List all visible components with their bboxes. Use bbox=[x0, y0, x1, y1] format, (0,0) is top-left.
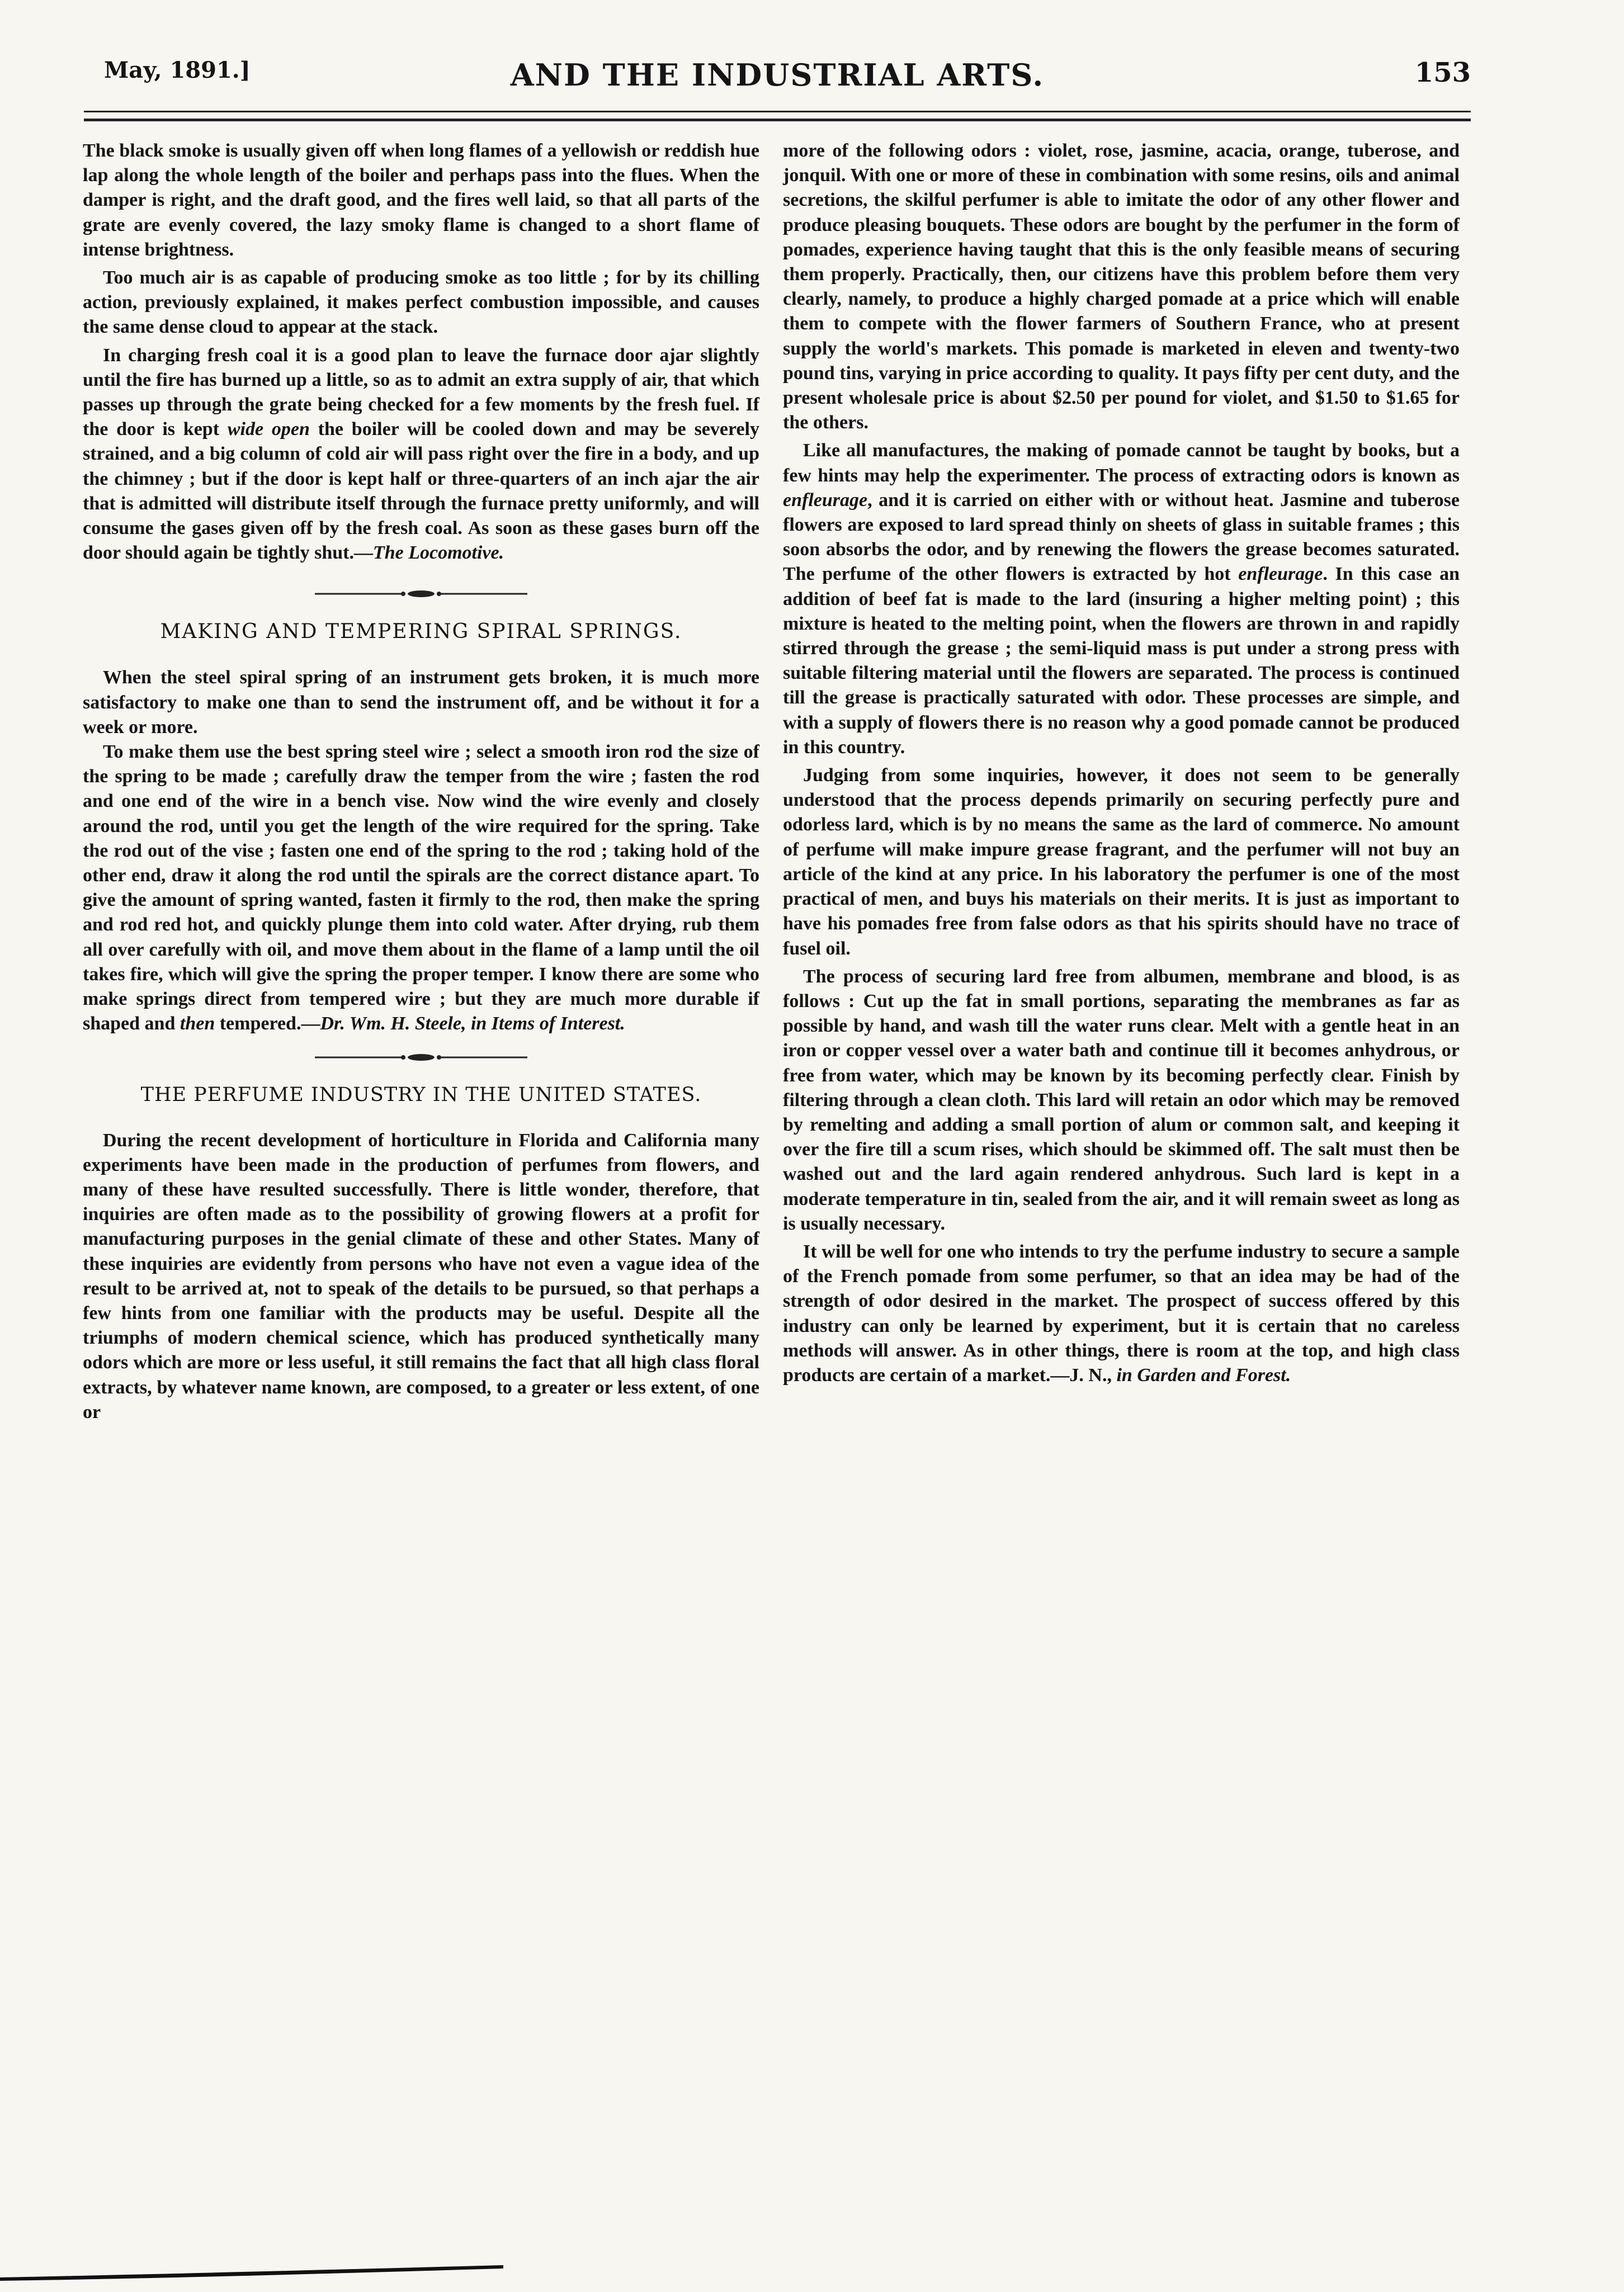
paragraph-text: tempered.— bbox=[215, 1013, 320, 1034]
header-rule-thick bbox=[84, 119, 1471, 121]
section-divider-ornament bbox=[315, 590, 527, 598]
paragraph: more of the following odors : violet, rose, jasmine, acacia, orange, tuberose, and jonquil. With one or more of these in combination with some resins, oils and animal secretions, the skilful perfumer is able to imitate the odor of any other flower and produce pleasing bouquets. These odors are bought by the perfumer in the form of pomades, experience having taught that this is the only feasible means of securing them properly. Practically, then, our citizens have this problem before them very clearly, namely, to produce a highly charged pomade at a price which will enable them to compete with the flower farmers of Southern France, who at present supply the world's markets. This pomade is marketed in eleven and twenty-two pound tins, varying in price according to quality. It pays fifty per cent duty, and the present wholesale price is about $2.50 per pound for violet, and $1.50 to $1.65 for the others. bbox=[783, 140, 1460, 433]
header-rule-thin bbox=[84, 111, 1471, 112]
paragraph bbox=[783, 1240, 1460, 1388]
paragraph bbox=[83, 740, 759, 1036]
paragraph bbox=[83, 343, 759, 566]
paragraph-text: the boiler will be cooled down and may be severely strained, and a big column of cold air will pass right over the fire in a body, and up the chimney ; but if the door is kept half or three-quarters of an inch ajar the air that is admitted will distribute itself through the furnace pretty uniformly, and will consume the gases given off by the fresh coal. As soon as these gases burn off the door should again be tightly shut.— bbox=[83, 419, 759, 564]
emphasis: then bbox=[180, 1013, 215, 1034]
section-heading: MAKING AND TEMPERING SPIRAL SPRINGS. bbox=[160, 620, 682, 644]
journal-title: AND THE INDUSTRIAL ARTS. bbox=[510, 57, 1045, 93]
scan-edge-mark bbox=[0, 2258, 503, 2281]
paragraph bbox=[783, 438, 1460, 760]
source-citation: Dr. Wm. H. Steele, in Items of Interest. bbox=[320, 1013, 625, 1034]
paragraph: Judging from some inquiries, however, it does not seem to be generally understood that the process depends primarily on securing perfectly pure and odorless lard, which is by no means the same as the lard of commerce. No amount of perfume will make impure grease fragrant, and the perfumer will not buy an article of the kind at any price. In his laboratory the perfumer is one of the most practical of men, and buys his materials on their merits. It is just as important to have his pomades free from false odors as that his spirits should have no trace of fusel oil. bbox=[783, 765, 1460, 959]
right-column bbox=[783, 139, 1460, 1388]
paragraph-text: In charging fresh coal it is a good plan to leave the furnace door ajar slightly until the fire has burned up a little, so as to admit an extra supply of air, that which passes up through the grate being checked for a few moments by the fresh fuel. If the door is kept bbox=[83, 344, 759, 440]
section-heading: THE PERFUME INDUSTRY IN THE UNITED STATES. bbox=[140, 1083, 702, 1106]
left-column bbox=[83, 139, 759, 1425]
emphasis: enfleurage bbox=[783, 489, 868, 511]
paragraph: The black smoke is usually given off when long flames of a yellowish or reddish hue lap along the whole length of the boiler and perhaps pass into the flues. When the damper is right, and the draft good, and the fires well laid, so that all parts of the grate are evenly covered, the lazy smoky flame is changed to a short flame of intense brightness. bbox=[83, 140, 759, 260]
page-number: 153 bbox=[1414, 57, 1471, 88]
paragraph: When the steel spiral spring of an instrument gets broken, it is much more satisfactory to make one than to send the instrument off, and be without it for a week or more. bbox=[83, 667, 759, 738]
paragraph-text: To make them use the best spring steel wire ; select a smooth iron rod the size of the spring to be made ; carefully draw the temper from the wire ; fasten the rod and one end of the wire in a bench vise. Now wind the wire evenly and closely around the rod, until you get the length of the wire required for the spring. Take the rod out of the vise ; fasten one end of the spring to the rod ; taking hold of the other end, draw it along the rod until the spirals are the correct distance apart. To give the amount of spring wanted, fasten it firmly to the rod, then make the spring and rod red hot, and quickly plunge them into cold water. After drying, rub them all over carefully with oil, and move them about in the flame of a lamp until the oil takes fire, which will give the spring the proper temper. I know there are some who make springs direct from tempered wire ; but they are much more durable if shaped and bbox=[83, 741, 759, 1034]
paragraph: Too much air is as capable of producing smoke as too little ; for by its chilling action, previously explained, it makes perfect combustion impossible, and causes the same dense cloud to appear at the stack. bbox=[83, 267, 759, 338]
paragraph-text: It will be well for one who intends to try the perfume industry to secure a sample of the French pomade from some perfumer, so that an idea may be had of the strength of odor desired in the market. The prospect of success offered by this industry can only be learned by experiment, but it is certain that no careless methods will answer. As in other things, there is room at the top, and high class products are certain of a market.—J. N., bbox=[783, 1241, 1460, 1386]
source-citation: in Garden and Forest. bbox=[1116, 1364, 1291, 1386]
emphasis: wide open bbox=[227, 419, 310, 440]
paragraph: During the recent development of horticulture in Florida and California many experiments have been made in the production of perfumes from flowers, and many of these have resulted successfully. There is little wonder, therefore, that inquiries are often made as to the possibility of growing flowers at a profit for manufacturing purposes in the genial climate of these and other States. Many of these inquiries are evidently from persons who have not even a vague idea of the result to be arrived at, not to speak of the details to be pursued, so that perhaps a few hints from one familiar with the products may be useful. Despite all the triumphs of modern chemical science, which has produced synthetically many odors which are more or less useful, it still remains the fact that all high class floral extracts, by whatever name known, are composed, to a greater or less extent, of one or bbox=[83, 1130, 759, 1423]
paragraph-text: . In this case an addition of beef fat is made to the lard (insuring a higher melting point) ; this mixture is heated to the melting point, when the flowers are thrown in and rapidly stirred through the grease ; the semi-liquid mass is put under a strong press with suitable filtering material until the flowers are separated. The process is continued till the grease is practically saturated with odor. These processes are simple, and with a supply of flowers there is no reason why a good pomade cannot be produced in this country. bbox=[783, 564, 1460, 758]
paragraph: The process of securing lard free from albumen, membrane and blood, is as follows : Cut up the fat in small portions, separating the membranes as far as possible by hand, and wash till the water runs clear. Melt with a gentle heat in an iron or copper vessel over a water bath and continue till it becomes anhydrous, or free from water, which may be known by its becoming perfectly clear. Finish by filtering through a clean cloth. This lard will retain an odor which may be removed by remelting and adding a small portion of alum or common salt, and keeping it over the fire till a scum rises, which should be skimmed off. The salt must then be washed out and the lard again rendered anhydrous. Such lard is kept in a moderate temperature in tin, sealed from the air, and it will remain sweet as long as is usually necessary. bbox=[783, 966, 1460, 1234]
issue-date: May, 1891.] bbox=[104, 57, 251, 83]
paragraph-text: , and it is carried on either with or without heat. Jasmine and tuberose flowers are exposed to lard spread thinly on sheets of glass in suitable frames ; this soon absorbs the odor, and by renewing the flowers the grease becomes saturated. The perfume of the other flowers is extracted by hot bbox=[783, 489, 1460, 585]
paragraph-text: Like all manufactures, the making of pomade cannot be taught by books, but a few hints may help the experimenter. The process of extracting odors is known as bbox=[783, 440, 1460, 486]
source-citation: The Locomotive. bbox=[372, 542, 504, 564]
section-divider-ornament bbox=[315, 1053, 527, 1061]
running-header bbox=[84, 54, 1471, 104]
emphasis: enfleurage bbox=[1238, 564, 1323, 585]
